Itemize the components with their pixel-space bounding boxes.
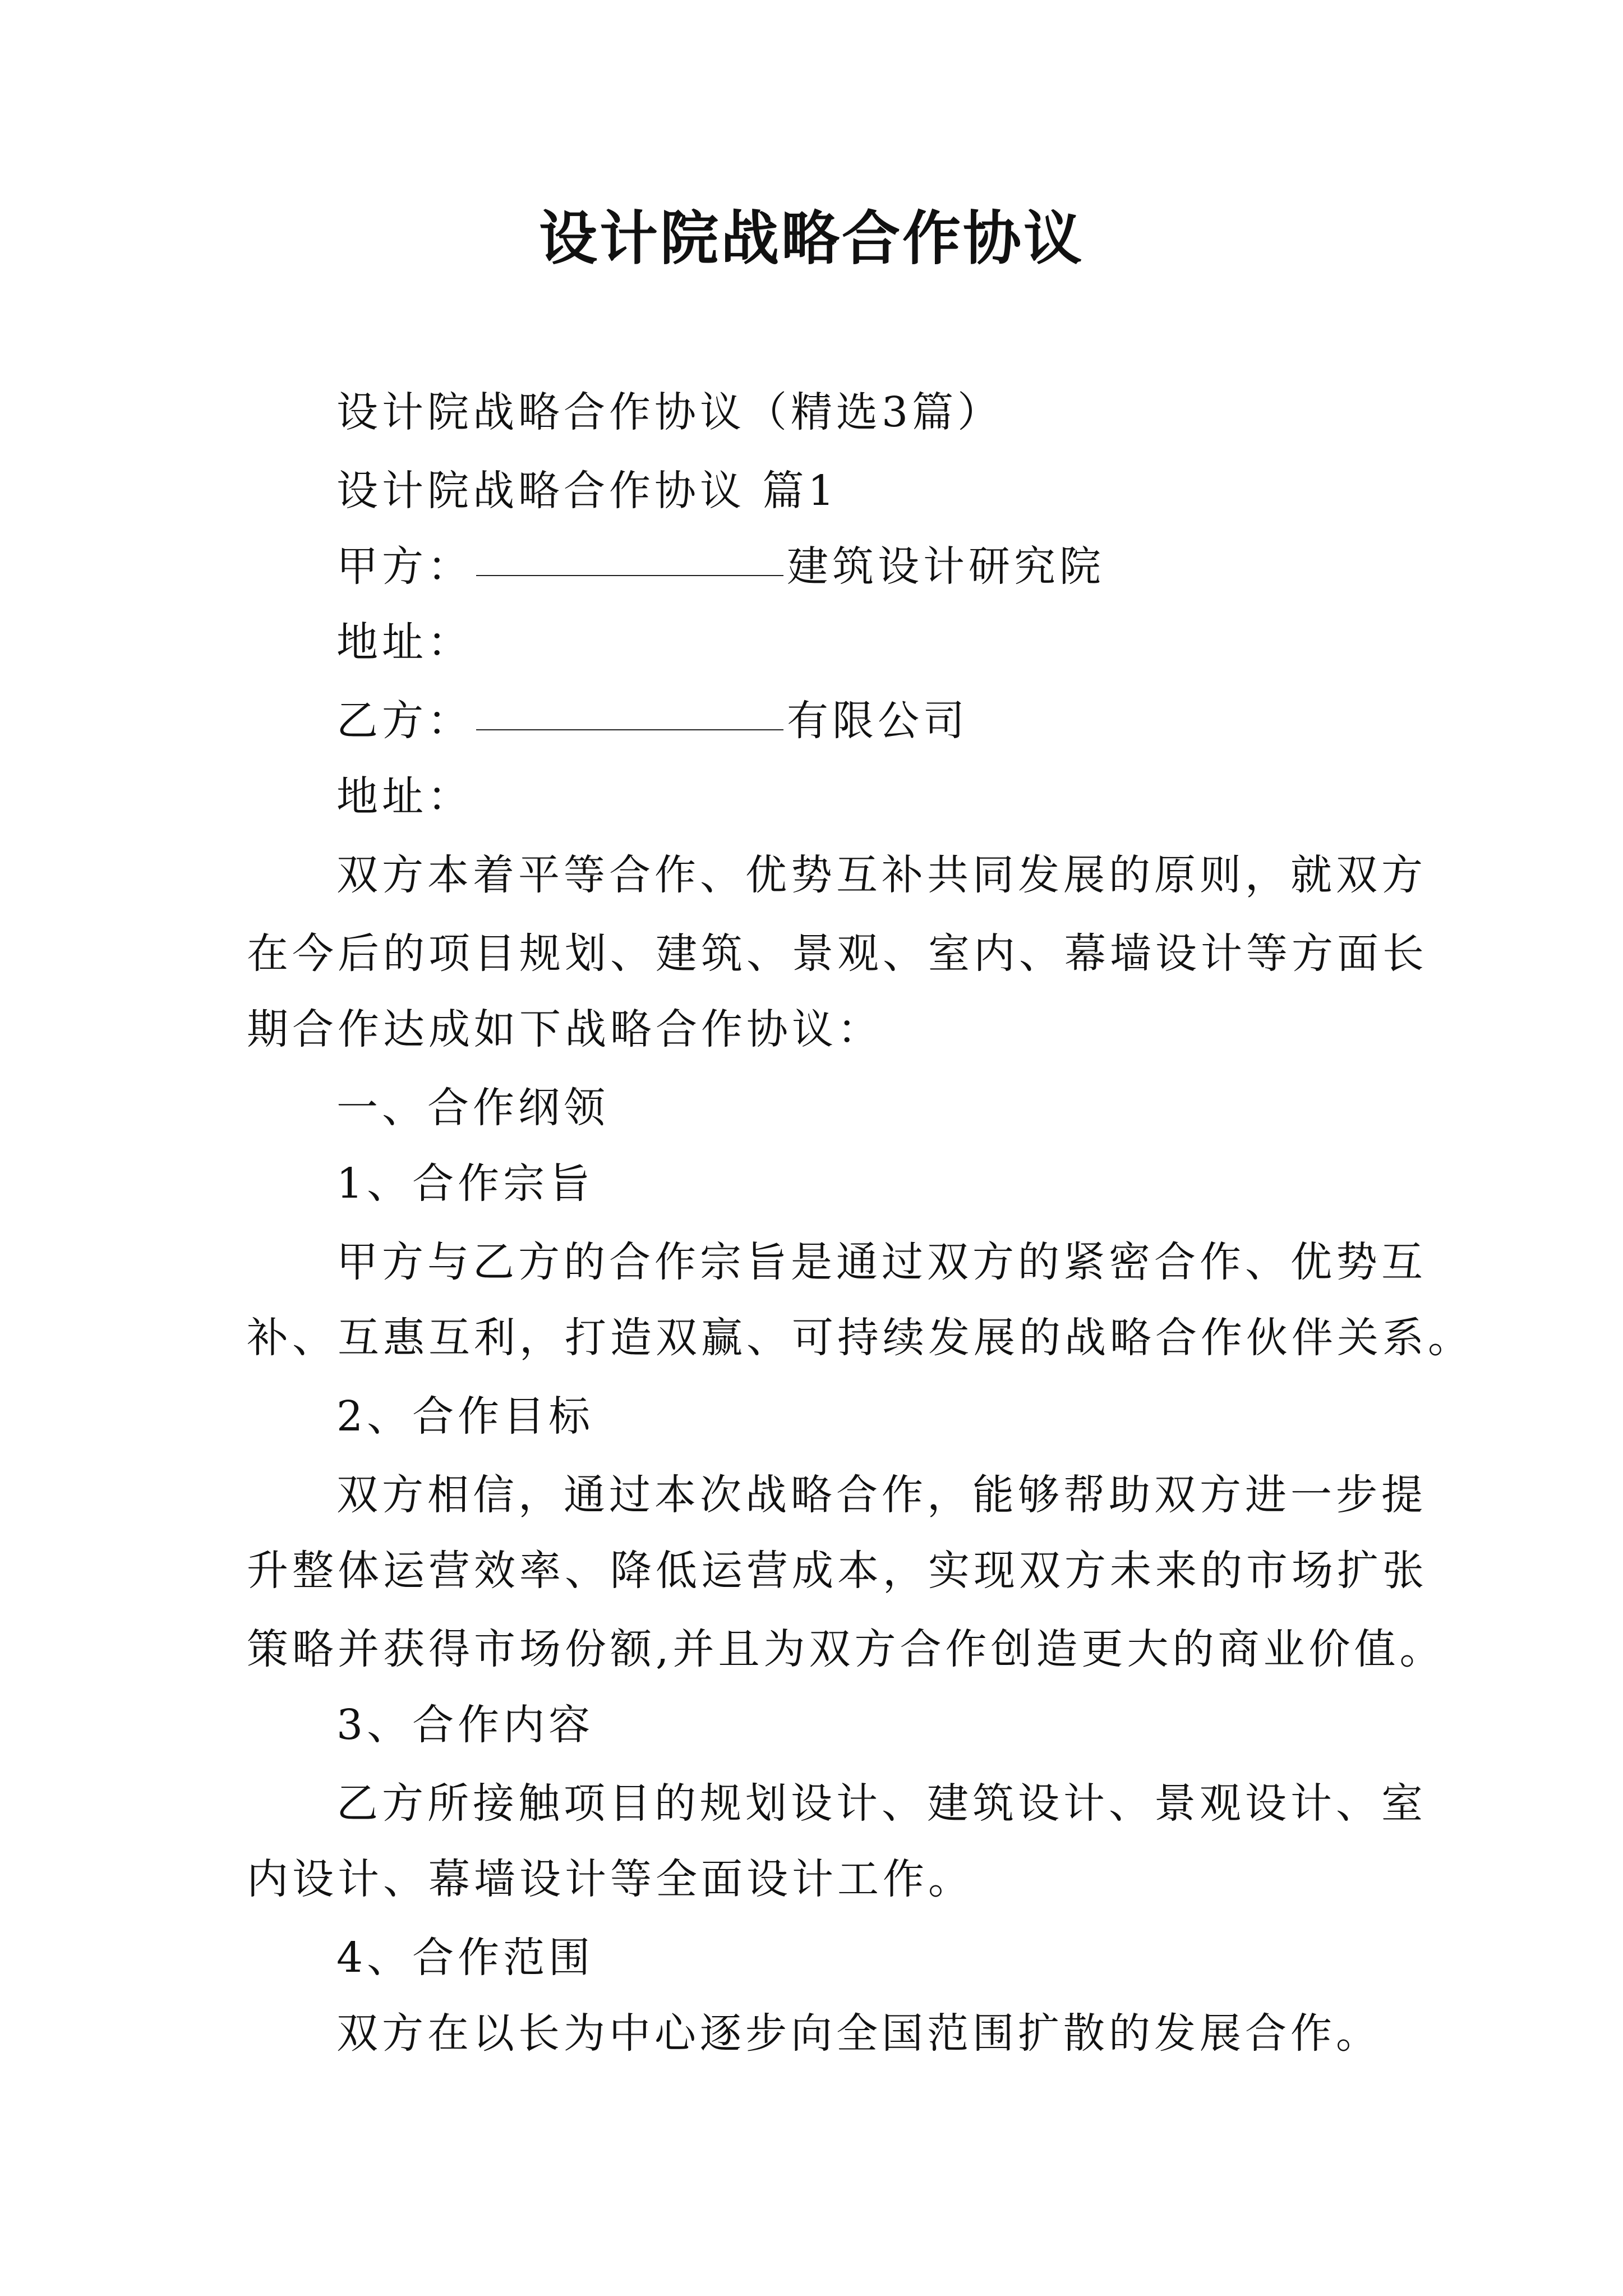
item1-heading: 1、合作宗旨 <box>336 1159 594 1208</box>
item4-heading: 4、合作范围 <box>336 1934 594 1982</box>
intro-line-3: 期合作达成如下战略合作协议： <box>247 1005 883 1053</box>
item3-body-line-1: 乙方所接触项目的规划设计、建筑设计、景观设计、室 <box>336 1779 1427 1828</box>
item3-body-line-2: 内设计、幕墙设计等全面设计工作。 <box>247 1855 974 1903</box>
party-a-line <box>336 533 1374 600</box>
section-heading: 设计院战略合作协议 篇1 <box>336 467 838 515</box>
item2-heading: 2、合作目标 <box>336 1392 594 1441</box>
item2-body-line-3: 策略并获得市场份额,并且为双方合作创造更大的商业价值。 <box>247 1625 1445 1673</box>
party-b-suffix: 有限公司 <box>787 697 969 745</box>
party-b-line <box>336 687 1374 754</box>
document-title: 设计院战略合作协议 <box>538 204 1084 273</box>
party-a-suffix: 建筑设计研究院 <box>787 542 1105 591</box>
item3-heading: 3、合作内容 <box>336 1701 594 1749</box>
item2-body-line-1: 双方相信，通过本次战略合作，能够帮助双方进一步提 <box>336 1471 1427 1519</box>
intro-line-2: 在今后的项目规划、建筑、景观、室内、幕墙设计等方面长 <box>247 930 1428 978</box>
party-a-blank-field <box>476 529 783 576</box>
party-a-label: 甲方： <box>336 542 473 591</box>
document-subtitle: 设计院战略合作协议（精选3篇） <box>336 388 1003 436</box>
item2-body-line-2: 升整体运营效率、降低运营成本，实现双方未来的市场扩张 <box>247 1547 1428 1595</box>
part-one-heading: 一、合作纲领 <box>336 1084 609 1132</box>
party-a-address-label: 地址： <box>336 618 473 666</box>
party-b-blank-field <box>476 683 783 730</box>
item4-body-line-1: 双方在以长为中心逐步向全国范围扩散的发展合作。 <box>336 2009 1381 2058</box>
party-b-address-label: 地址： <box>336 772 473 821</box>
item1-body-line-2: 补、互惠互利，打造双赢、可持续发展的战略合作伙伴关系。 <box>247 1314 1473 1362</box>
intro-line-1: 双方本着平等合作、优势互补共同发展的原则，就双方 <box>336 851 1427 899</box>
item1-body-line-1: 甲方与乙方的合作宗旨是通过双方的紧密合作、优势互 <box>336 1238 1427 1286</box>
party-b-label: 乙方： <box>336 697 473 745</box>
